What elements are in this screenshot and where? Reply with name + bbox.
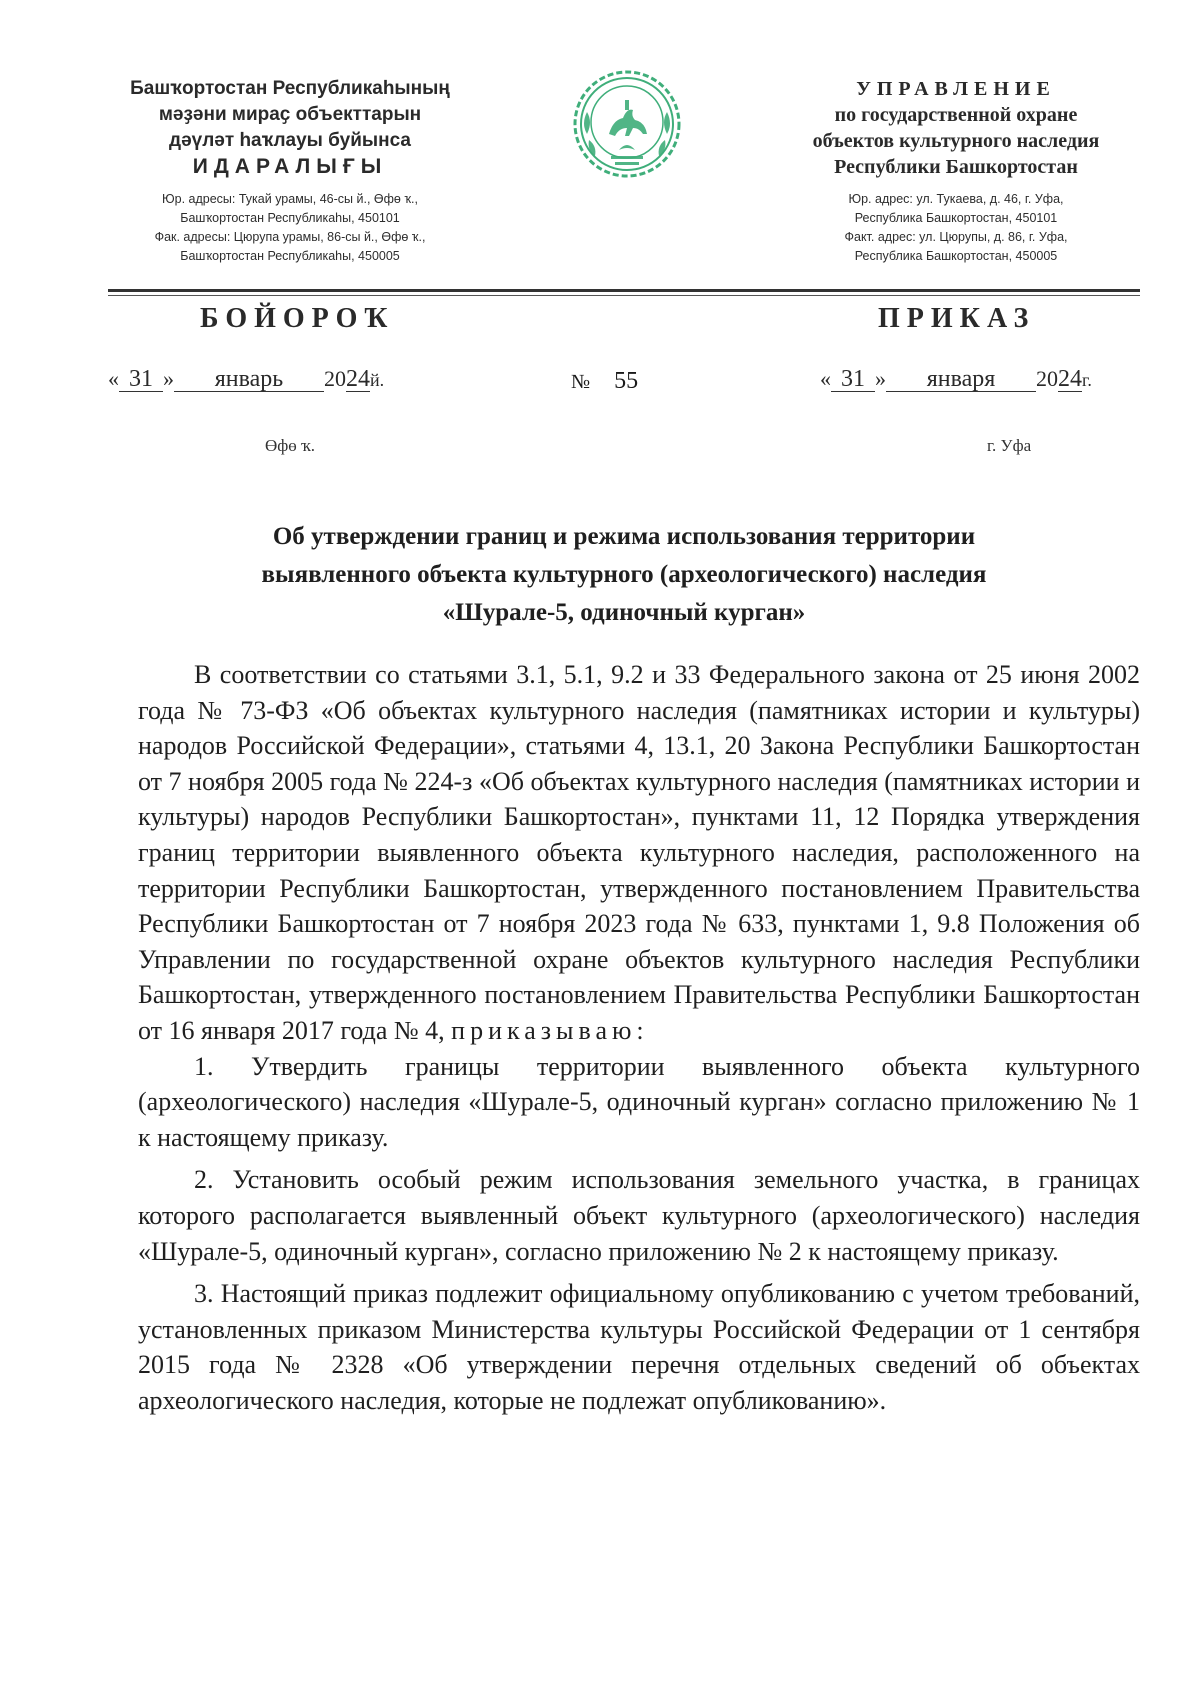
number-sign: № — [571, 371, 591, 393]
date-year-prefix: 20 — [324, 366, 346, 391]
address-line: Республика Башкортостан, 450101 — [854, 211, 1058, 225]
address-line: Республика Башкортостан, 450005 — [854, 249, 1058, 263]
date-year-word: г. — [1082, 370, 1092, 390]
org-address — [770, 190, 1142, 266]
doc-kind-russian: ПРИКАЗ — [878, 303, 1036, 334]
city-bashkir: Өфө ҡ. — [265, 436, 316, 455]
org-address — [95, 190, 485, 266]
doc-kind-bashkir: БОЙОРОҠ — [200, 303, 395, 334]
date-day: 31 — [119, 367, 163, 392]
body-item: 3. Настоящий приказ подлежит официальному опубликованию с учетом требований, установленных приказом Министерства культуры Российской Федерации от 1 сентября 2015 года № 2328 «Об утверждении перечня отдельных сведений об объектах археологического наследия, которые не подлежат опубликованию». — [138, 1279, 1140, 1415]
address-line: Факт. адрес: ул. Цюрупы, д. 86, г. Уфа, — [844, 230, 1068, 244]
header-divider-thin — [108, 295, 1140, 296]
address-line: Башҡортостан Республикаһы, 450005 — [180, 249, 400, 263]
date-year-suffix: 24 — [1058, 366, 1082, 392]
date-quote-open: « — [108, 366, 119, 391]
org-name-line: ИДАРАЛЫҒЫ — [192, 155, 388, 178]
date-year-prefix: 20 — [1036, 366, 1058, 391]
org-name-line: Башҡортостан Республикаһының — [130, 78, 450, 99]
date-day: 31 — [831, 367, 875, 392]
header-right-org — [770, 76, 1142, 266]
date-quote-open: « — [820, 366, 831, 391]
header-divider — [108, 289, 1140, 292]
date-month: январь — [174, 367, 324, 392]
body-item: 1. Утвердить границы территории выявленного объекта культурного (археологического) наследия «Шурале-5, одиночный курган» согласно приложению № 1 к настоящему приказу. — [138, 1051, 1140, 1152]
date-russian — [820, 366, 1092, 392]
org-name-line: объектов культурного наследия — [812, 130, 1100, 152]
date-quote-close: » — [875, 366, 886, 391]
title-line: «Шурале-5, одиночный курган» — [442, 599, 806, 626]
address-line: Башҡортостан Республикаһы, 450101 — [180, 211, 400, 225]
document-title — [108, 518, 1140, 632]
date-bashkir — [108, 366, 384, 392]
address-line: Фак. адресы: Цюрупа урамы, 86-сы й., Өфө ҡ., — [154, 230, 426, 244]
date-year-word: й. — [370, 370, 385, 390]
order-number — [571, 368, 638, 395]
org-name-line: УПРАВЛЕНИЕ — [856, 78, 1056, 100]
org-name-line: по государственной охране — [834, 104, 1078, 126]
intro-text: В соответствии со статьями 3.1, 5.1, 9.2 и 33 Федерального закона от 25 июня 2002 года № 73-ФЗ «Об объектах культурного наследия (памятниках истории и культуры) народов Российской Федерации», статьями 4, 13.1, 20 Закона Республики Башкортостан от 7 ноября 2005 года № 224-з «Об объектах культурного наследия (памятниках истории и культуры) народов Республики Башкортостан», пунктами 11, 12 Порядка утверждения границ территории выявленного объекта культурного наследия, расположенного на территории Республики Башкортостан, утвержденного постановлением Правительства Республики Башкортостан от 7 ноября 2023 года № 633, пунктами 1, 9.8 Положения об Управлении по государственной охране объектов культурного наследия Республики Башкортостан, утвержденного постановлением Правительства Республики Башкортостан от 16 января 2017 года № 4, — [138, 660, 1140, 1045]
header-left-org — [95, 76, 485, 266]
title-line: Об утверждении границ и режима использования территории — [272, 523, 976, 550]
number-value: 55 — [614, 368, 639, 394]
address-line: Юр. адрес: ул. Тукаева, д. 46, г. Уфа, — [848, 192, 1064, 206]
city-russian: г. Уфа — [987, 436, 1032, 455]
body-intro-paragraph — [138, 657, 1140, 1049]
org-name-line: мәҙәни мираҫ объекттарын — [158, 104, 422, 125]
date-year-suffix: 24 — [346, 366, 370, 392]
org-name-line: дәүләт һаҡлауы буйынса — [169, 130, 411, 151]
date-quote-close: » — [163, 366, 174, 391]
title-line: выявленного объекта культурного (археологического) наследия — [261, 561, 987, 588]
document-body — [138, 657, 1140, 1425]
body-item: 2. Установить особый режим использования земельного участка, в границах которого располагается выявленный объект культурного (археологического) наследия «Шурале-5, одиночный курган», согласно приложению № 2 к настоящему приказу. — [138, 1165, 1140, 1266]
bashkortostan-coat-of-arms-icon — [567, 64, 687, 184]
date-month: января — [886, 367, 1036, 392]
address-line: Юр. адресы: Тукай урамы, 46-сы й., Өфө ҡ., — [162, 192, 418, 206]
org-name-line: Республики Башкортостан — [834, 156, 1078, 178]
order-word: приказываю: — [451, 1015, 649, 1045]
